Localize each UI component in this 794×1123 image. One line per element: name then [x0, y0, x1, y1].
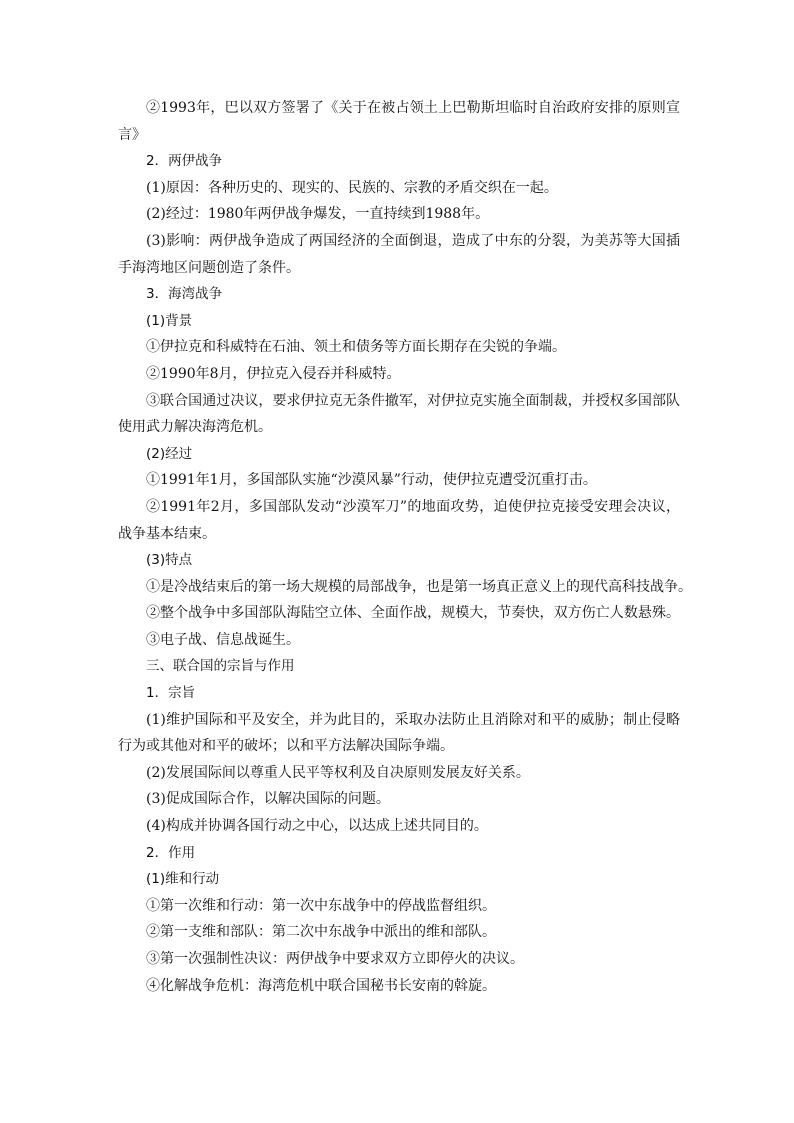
paragraph-line: (4)构成并协调各国行动之中心，以达成上述共同目的。 — [146, 818, 488, 835]
paragraph-line: ①第一次维和行动：第一次中东战争中的停战监督组织。 — [146, 897, 496, 914]
paragraph-line: ②1993年，巴以双方签署了《关于在被占领土上巴勒斯坦临时自治政府安排的原则宣 — [146, 100, 680, 116]
paragraph-line: ③第一次强制性决议：两伊战争中要求双方立即停火的决议。 — [146, 951, 524, 967]
paragraph-line: ③联合国通过决议，要求伊拉克无条件撤军，对伊拉克实施全面制裁，并授权多国部队 — [146, 392, 680, 409]
paragraph-line: 手海湾地区问题创造了条件。 — [118, 259, 300, 276]
paragraph-line: ③电子战、信息战诞生。 — [146, 631, 300, 648]
paragraph-line: ②1990年8月，伊拉克入侵吞并科威特。 — [146, 365, 401, 382]
paragraph-line: (3)影响：两伊战争造成了两国经济的全面倒退，造成了中东的分裂，为美苏等大国插 — [146, 232, 680, 249]
paragraph-line: (1)维护国际和平及安全，并为此目的，采取办法防止且消除对和平的威胁；制止侵略 — [146, 711, 680, 728]
document-page — [118, 95, 692, 999]
paragraph-line: (2)发展国际间以尊重人民平等权利及自决原则发展友好关系。 — [146, 764, 530, 781]
section-heading: 2．两伊战争 — [146, 153, 223, 170]
subsection-heading: (2)经过 — [146, 445, 193, 462]
paragraph-line: 使用武力解决海湾危机。 — [118, 419, 272, 436]
paragraph-line: ①1991年1月，多国部队实施“沙漠风暴”行动，使伊拉克遭受沉重打击。 — [146, 472, 597, 489]
subsection-heading: (1)背景 — [146, 312, 193, 329]
paragraph-line: 战争基本结束。 — [118, 525, 216, 542]
subsection-heading: (3)特点 — [146, 552, 193, 569]
paragraph-line: 行为或其他对和平的破坏；以和平方法解决国际争端。 — [118, 738, 454, 755]
paragraph-line: ②1991年2月，多国部队发动“沙漠军刀”的地面攻势，迫使伊拉克接受安理会决议， — [146, 498, 680, 515]
paragraph-line: (1)原因：各种历史的、现实的、民族的、宗教的矛盾交织在一起。 — [146, 179, 558, 196]
section-heading: 1．宗旨 — [146, 685, 196, 702]
section-heading: 3．海湾战争 — [146, 286, 223, 303]
paragraph-line: ④化解战争危机：海湾危机中联合国秘书长安南的斡旋。 — [146, 977, 496, 994]
subsection-heading: (1)维和行动 — [146, 871, 220, 888]
section-heading: 三、联合国的宗旨与作用 — [146, 658, 295, 675]
paragraph-line: ②第一支维和部队：第二次中东战争中派出的维和部队。 — [146, 924, 496, 941]
section-heading: 2．作用 — [146, 844, 196, 861]
paragraph-line: ①是冷战结束后的第一场大规模的局部战争，也是第一场真正意义上的现代高科技战争。 — [146, 578, 692, 595]
paragraph-line: ①伊拉克和科威特在石油、领土和债务等方面长期存在尖锐的争端。 — [146, 339, 566, 356]
paragraph-line: (3)促成国际合作，以解决国际的问题。 — [146, 791, 390, 808]
paragraph-line: ②整个战争中多国部队海陆空立体、全面作战，规模大，节奏快，双方伤亡人数悬殊。 — [146, 605, 680, 622]
paragraph-line: 言》 — [118, 126, 146, 143]
paragraph-line: (2)经过：1980年两伊战争爆发，一直持续到1988年。 — [146, 206, 490, 223]
